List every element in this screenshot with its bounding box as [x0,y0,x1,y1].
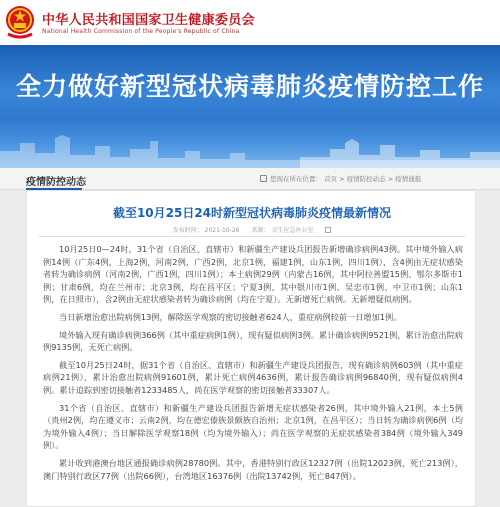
paragraph-4: 截至10月25日24时，据31个省（自治区、直辖市）和新疆生产建设兵团报告，现有确诊病例603例（其中重症病例21例），累计治愈出院病例91601例，累计死亡病例4636例，累计报告确诊病例96840例，现有疑似病例4例。累计追踪到密切接触者1233485人，尚在医学观察的密切接触者33307人。 [43,359,463,395]
campaign-banner [0,45,500,168]
national-emblem-icon[interactable] [4,4,36,40]
paragraph-2: 当日新增治愈出院病例13例，解除医学观察的密切接触者624人，重症病例较前一日增加1例。 [59,311,402,322]
title-divider [39,236,465,237]
city-skyline-decoration [0,113,500,168]
article-source: 来源： 卫生应急办公室 [251,227,314,234]
article-meta [27,225,477,234]
banner-title: 全力做好新型冠状病毒肺炎疫情防控工作 [15,72,484,101]
paragraph-3: 境外输入现有确诊病例366例（其中重症病例1例），现有疑似病例3例。累计确诊病例9521例，累计治愈出院病例9135例，无死亡病例。 [43,329,463,353]
paragraph-6: 累计收到港澳台地区通报确诊病例28780例。其中，香港特别行政区12327例（出院12023例，死亡213例），澳门特别行政区77例（出院66例），台湾地区16376例（出院13742例，死亡847例）。 [43,457,463,481]
article-title: 截至10月25日24时新型冠状病毒肺炎疫情最新情况 [112,206,392,220]
article-container [26,190,476,507]
section-title[interactable]: 疫情防控动态 [26,177,86,188]
paragraph-1: 10月25日0—24时，31个省（自治区、直辖市）和新疆生产建设兵团报告新增确诊病例43例。其中境外输入病例14例（广东4例，上海2例，河南2例，广西2例，北京1例，福建1例，山东1例，四川1例），含4例由无症状感染者转为确诊病例（河南2例，广西1例，四川1例）；本土病例29例（内蒙古16例，其中阿拉善盟15例、鄂尔多斯市1例；甘肃6例，均在兰州市；北京3例，均在昌平区；宁夏3例，其中银川市1例、吴忠市1例、中卫市1例；山东1例，在日照市），含2例由无症状感染者转为确诊病例（均在宁夏）。无新增死亡病例。无新增疑似病例。 [43,244,463,305]
paragraph-5: 31个省（自治区、直辖市）和新疆生产建设兵团报告新增无症状感染者26例，其中境外输入21例，本土5例（贵州2例，均在遵义市；云南2例，均在德宏傣族景颇族自治州；北京1例，在昌平区）；当日转为确诊病例6例（均为境外输入4例）；当日解除医学观察18例（均为境外输入）；尚在医学观察的无症状感染者384例（境外输入349例）。 [43,402,463,451]
article-body [43,243,463,507]
section-header [0,168,500,190]
publish-date: 发布时间： 2021-10-26 [172,227,240,234]
org-name-en: National Health Commission of the People's Republic of China [42,28,240,35]
print-icon[interactable] [325,227,331,233]
breadcrumb-text[interactable]: 您现在所在位置： 首页 > 疫情防控动态 > 疫情通报 [270,175,422,183]
location-icon [260,175,267,182]
site-header [0,0,500,45]
org-name-cn[interactable]: 中华人民共和国国家卫生健康委员会 [42,13,255,28]
breadcrumb [260,174,421,183]
